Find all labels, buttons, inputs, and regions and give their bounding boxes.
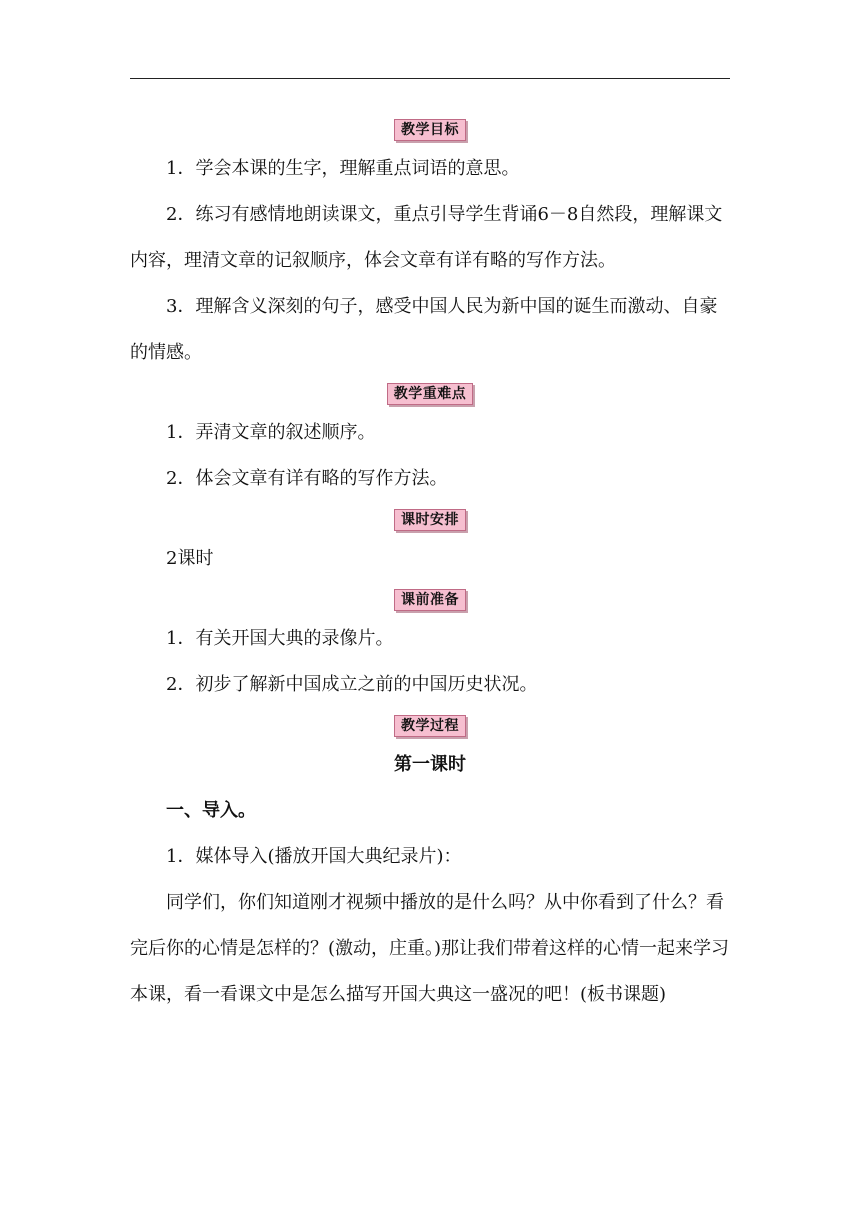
part-heading: 一、导入。 bbox=[166, 800, 256, 821]
schedule-header bbox=[130, 502, 730, 536]
objective-item: 1．学会本课的生字，理解重点词语的意思。 bbox=[166, 158, 520, 179]
preparation-item: 2．初步了解新中国成立之前的中国历史状况。 bbox=[166, 674, 538, 695]
preparation-header bbox=[130, 582, 730, 616]
process-paragraph: 同学们，你们知道刚才视频中播放的是什么吗？从中你看到了什么？看完后你的心情是怎样的？(激动，庄重。)那让我们带着这样的心情一起来学习本课，看一看课文中是怎么描写开国大典这一盛况的吧！(板书课题) bbox=[130, 892, 730, 1005]
lesson-plan-content bbox=[130, 112, 730, 1018]
header-rule bbox=[130, 78, 730, 79]
objectives-badge: 教学目标 bbox=[394, 119, 466, 141]
process-header bbox=[130, 708, 730, 742]
key-point-item: 2．体会文章有详有略的写作方法。 bbox=[166, 468, 448, 489]
objectives-header bbox=[130, 112, 730, 146]
schedule-badge: 课时安排 bbox=[394, 509, 466, 531]
objective-item: 2．练习有感情地朗读课文，重点引导学生背诵6－8自然段，理解课文内容，理清文章的记叙顺序，体会文章有详有略的写作方法。 bbox=[130, 204, 723, 271]
objective-item: 3．理解含义深刻的句子，感受中国人民为新中国的诞生而激动、自豪的情感。 bbox=[130, 296, 718, 363]
lesson-heading: 第一课时 bbox=[394, 754, 466, 775]
process-step: 1．媒体导入(播放开国大典纪录片)： bbox=[166, 846, 462, 867]
schedule-text: 2课时 bbox=[166, 548, 214, 569]
key-points-badge: 教学重难点 bbox=[387, 383, 474, 405]
process-badge: 教学过程 bbox=[394, 715, 466, 737]
preparation-badge: 课前准备 bbox=[394, 589, 466, 611]
preparation-item: 1．有关开国大典的录像片。 bbox=[166, 628, 394, 649]
key-point-item: 1．弄清文章的叙述顺序。 bbox=[166, 422, 376, 443]
key-points-header bbox=[130, 376, 730, 410]
